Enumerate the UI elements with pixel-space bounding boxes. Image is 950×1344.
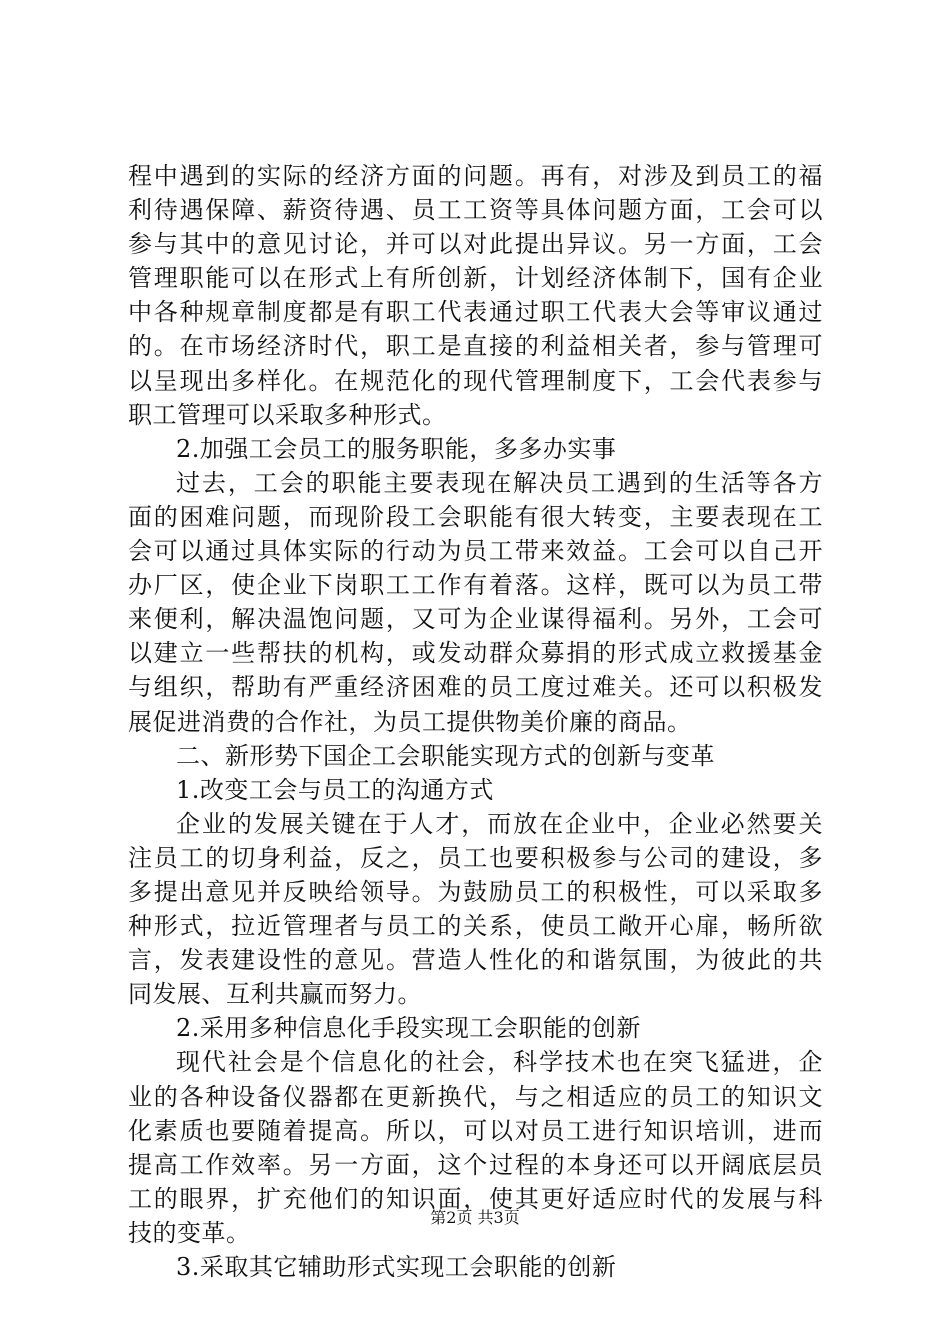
text-line: 会可以通过具体实际的行动为员工带来效益。工会可以自己开 (128, 537, 823, 566)
text-line: 1.改变工会与员工的沟通方式 (176, 775, 494, 804)
text-line: 与组织，帮助有严重经济困难的员工度过难关。还可以积极发 (128, 673, 823, 702)
text-line: 程中遇到的实际的经济方面的问题。再有，对涉及到员工的福 (128, 162, 823, 190)
text-line: 管理职能可以在形式上有所创新，计划经济体制下，国有企业 (128, 264, 823, 293)
text-line: 来便利，解决温饱问题，又可为企业谋得福利。另外，工会可 (128, 605, 823, 634)
text-line: 的。在市场经济时代，职工是直接的利益相关者，参与管理可 (128, 332, 823, 361)
text-line: 业的各种设备仪器都在更新换代，与之相适应的员工的知识文 (128, 1082, 823, 1111)
text-line: 2.加强工会员工的服务职能，多多办实事 (176, 434, 617, 463)
text-line: 提高工作效率。另一方面，这个过程的本身还可以开阔底层员 (128, 1150, 823, 1179)
text-line: 过去，工会的职能主要表现在解决员工遇到的生活等各方 (176, 468, 823, 497)
text-line: 以建立一些帮扶的机构，或发动群众募捐的形式成立救援基金 (128, 639, 823, 668)
text-line: 职工管理可以采取多种形式。 (128, 400, 447, 429)
text-line: 言，发表建设性的意见。营造人性化的和谐氛围，为彼此的共 (128, 946, 823, 975)
text-line: 多提出意见并反映给领导。为鼓励员工的积极性，可以采取多 (128, 877, 823, 906)
text-line: 利待遇保障、薪资待遇、员工工资等具体问题方面，工会可以 (128, 196, 823, 225)
text-line: 现代社会是个信息化的社会，科学技术也在突飞猛进，企 (176, 1048, 823, 1077)
text-line: 二、新形势下国企工会职能实现方式的创新与变革 (176, 741, 715, 770)
text-line: 3.采取其它辅助形式实现工会职能的创新 (176, 1253, 617, 1281)
text-line: 技的变革。 (128, 1218, 251, 1247)
text-line: 种形式，拉近管理者与员工的关系，使员工敞开心扉，畅所欲 (128, 912, 823, 941)
text-line: 面的困难问题，而现阶段工会职能有很大转变，主要表现在工 (128, 502, 823, 531)
text-line: 以呈现出多样化。在规范化的现代管理制度下，工会代表参与 (128, 366, 823, 395)
text-line: 企业的发展关键在于人才，而放在企业中，企业必然要关 (176, 809, 823, 838)
text-line: 展促进消费的合作社，为员工提供物美价廉的商品。 (128, 707, 692, 736)
text-line: 同发展、互利共赢而努力。 (128, 980, 422, 1009)
text-line: 化素质也要随着提高。所以，可以对员工进行知识培训，进而 (128, 1116, 823, 1145)
text-line: 中各种规章制度都是有职工代表通过职工代表大会等审议通过 (128, 298, 823, 327)
document-body (128, 159, 823, 1284)
text-line: 办厂区，使企业下岗职工工作有着落。这样，既可以为员工带 (128, 571, 823, 600)
page-footer: 第2页 共3页 (430, 1208, 520, 1227)
text-line: 注员工的切身利益，反之，员工也要积极参与公司的建设，多 (128, 843, 823, 872)
text-line: 参与其中的意见讨论，并可以对此提出异议。另一方面，工会 (128, 230, 823, 259)
text-line: 2.采用多种信息化手段实现工会职能的创新 (176, 1014, 641, 1043)
text-line: 工的眼界，扩充他们的知识面，使其更好适应时代的发展与科 (128, 1184, 823, 1213)
